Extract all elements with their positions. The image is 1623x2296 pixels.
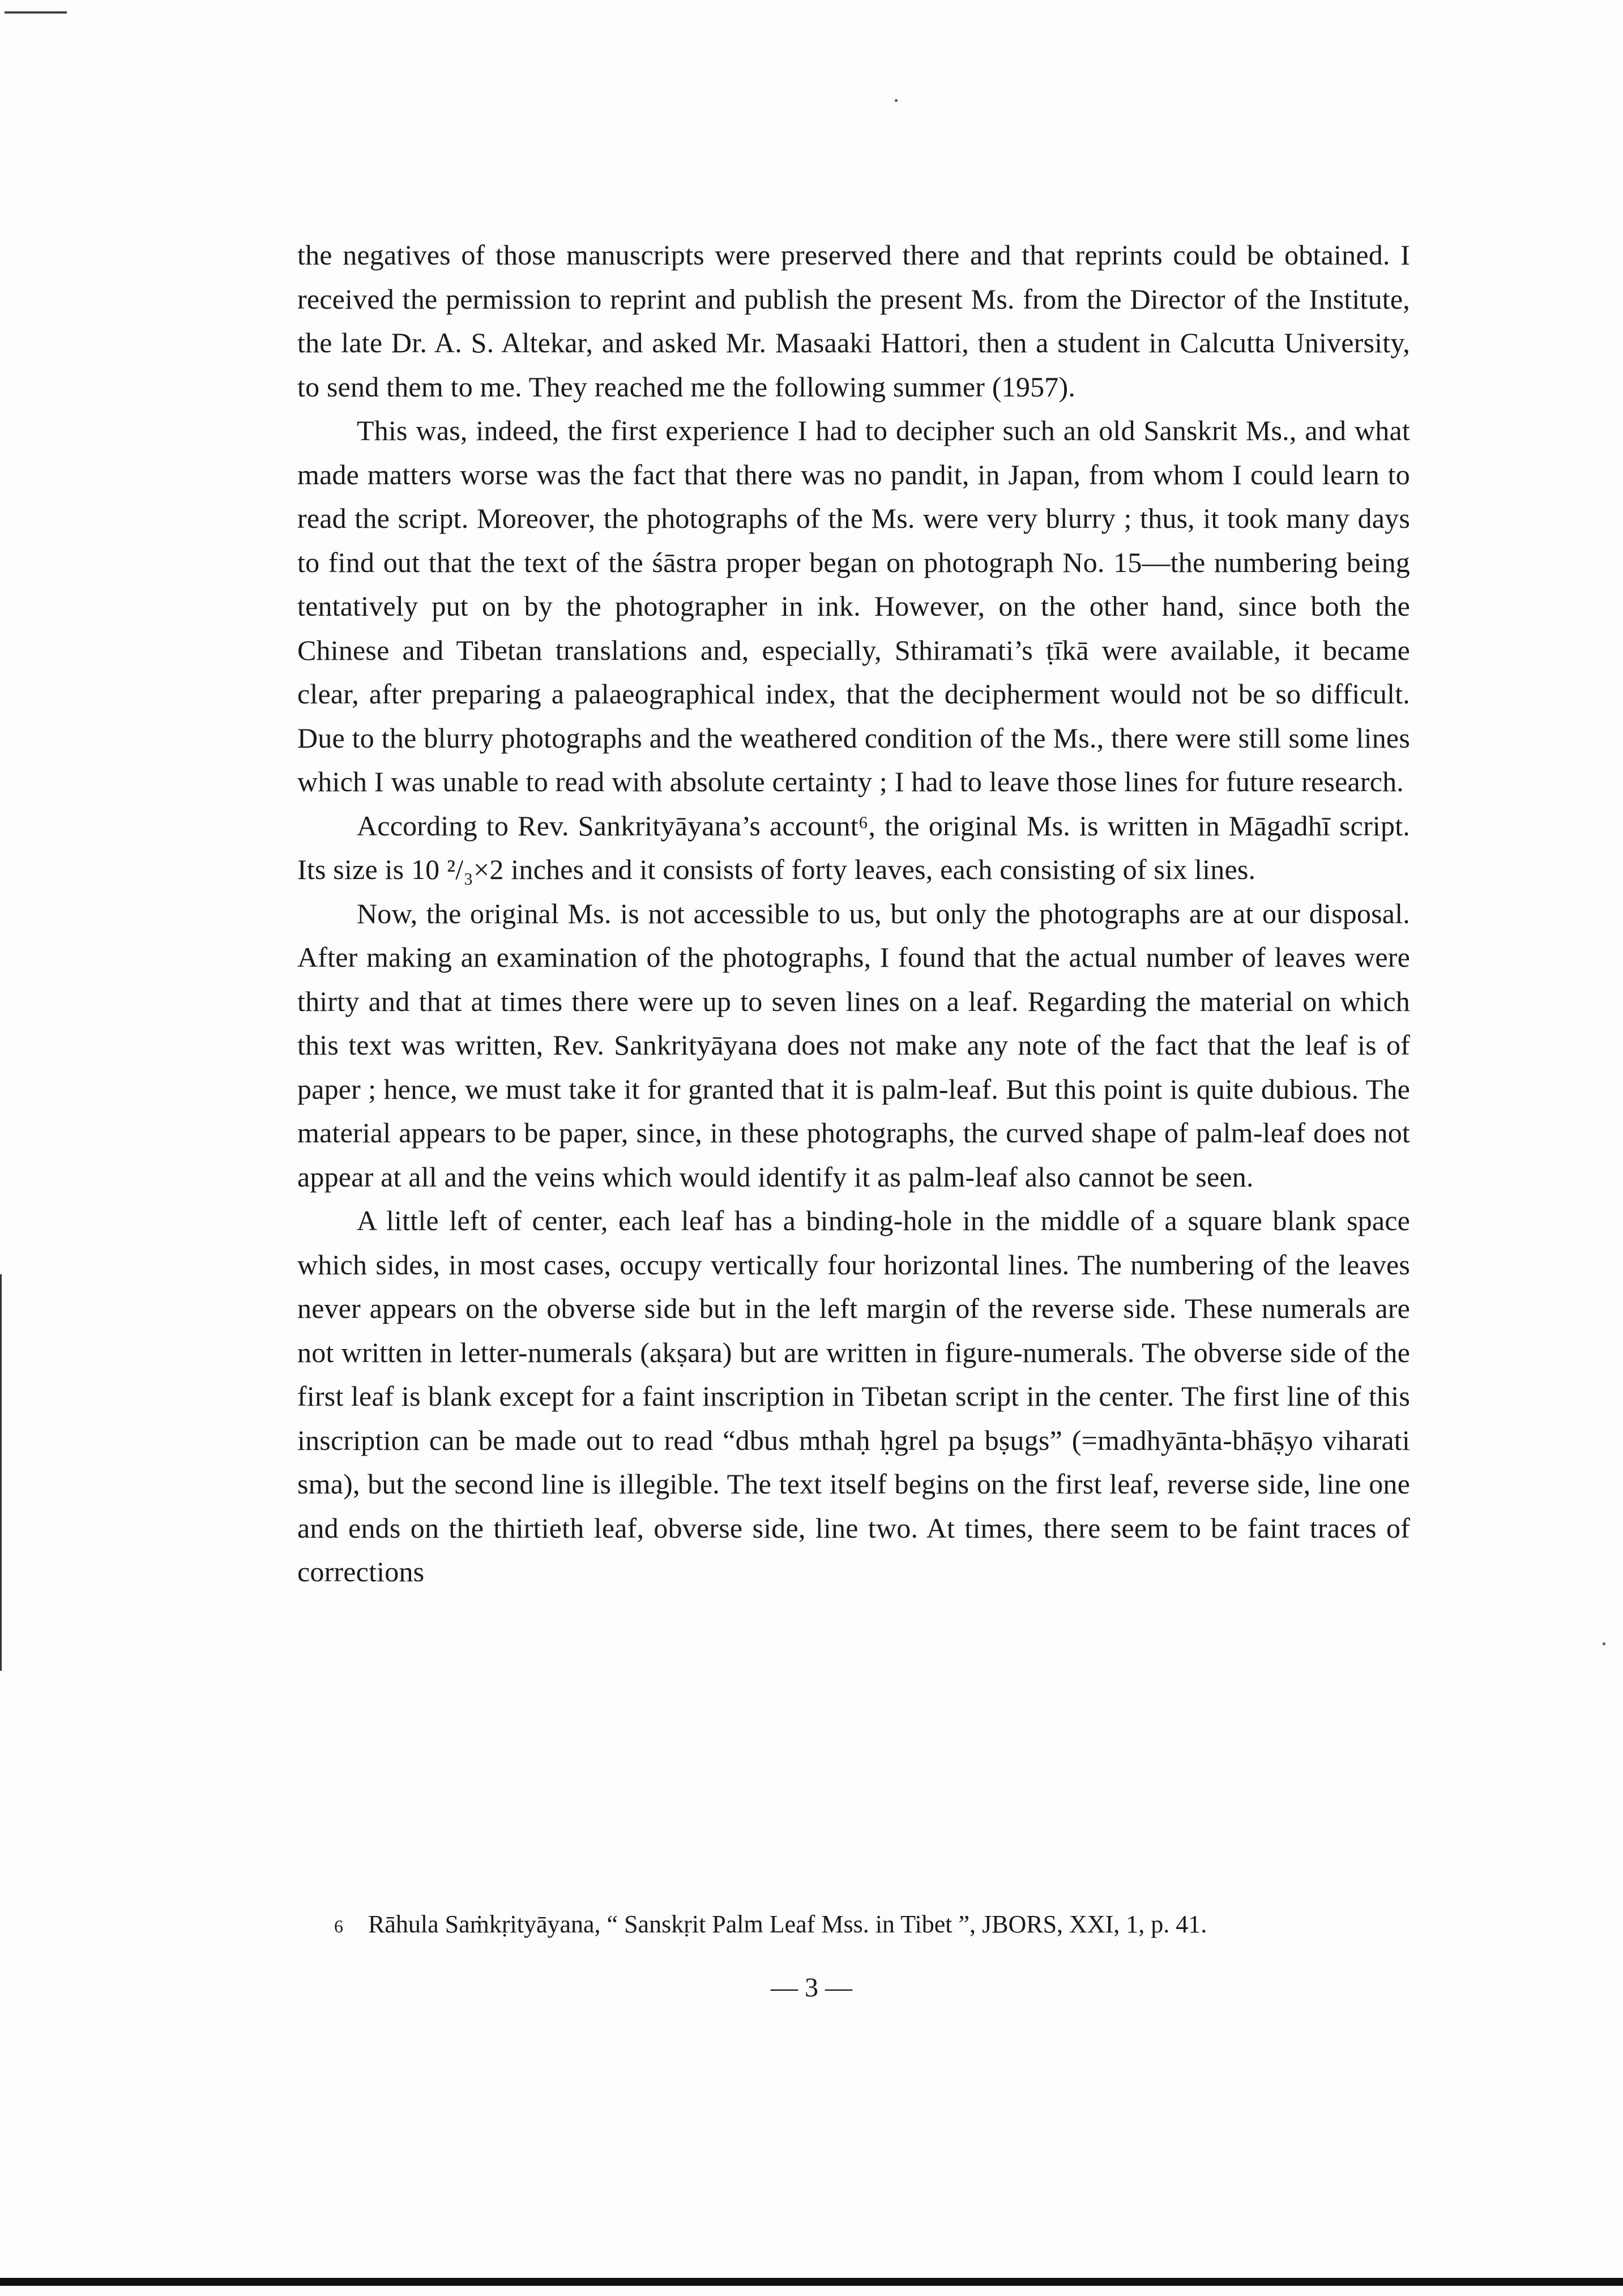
paragraph: According to Rev. Sankrityāyana’s account⁶, the original Ms. is written in Māgadhī script. Its size is 10 ²/₃×2 inches and it consists of forty leaves, each consisting of six lines. xyxy=(297,809,1410,885)
page-number: — 3 — xyxy=(771,1973,852,2003)
scan-artifact xyxy=(5,11,67,14)
scan-edge-artifact xyxy=(0,1274,2,1671)
paragraph: A little left of center, each leaf has a binding-hole in the middle of a square blank space which sides, in most cases, occupy vertically four horizontal lines. The numbering of the leaves never appears on the obverse side but in the left margin of the reverse side. These numerals are not written in letter-numerals (akṣara) but are written in figure-numerals. The obverse side of the first leaf is blank except for a faint inscription in Tibetan script in the center. The first line of this inscription can be made out to read “dbus mthaḥ ḥgrel pa bṣugs” (=madhyānta-bhāṣyo viharati sma), but the second line is illegible. The text itself begins on the first leaf, reverse side, line one and ends on the thirtieth leaf, obverse side, line two. At times, there seem to be faint traces of corrections xyxy=(297,1205,1410,1587)
bottom-border xyxy=(0,2278,1623,2286)
footnote-marker: 6 xyxy=(334,1916,343,1936)
paragraph: This was, indeed, the first experience I had to decipher such an old Sanskrit Ms., and what made matters worse was the fact that there was no pandit, in Japan, from whom I could learn to read the script. Moreover, the photographs of the Ms. were very blurry ; thus, it took many days to find out that the text of the śāstra proper began on photograph No. 15—the numbering being tentatively put on by the photographer in ink. However, on the other hand, since both the Chinese and Tibetan translations and, especially, Sthiramati’s ṭīkā were available, it became clear, after preparing a palaeographical index, that the decipherment would not be so difficult. Due to the blurry photographs and the weathered condition of the Ms., there were still some lines which I was unable to read with absolute certainty ; I had to leave those lines for future research. xyxy=(297,415,1410,797)
paragraph: the negatives of those manuscripts were preserved there and that reprints could be obtained. I received the permission to reprint and publish the present Ms. from the Director of the Institute, the late Dr. A. S. Altekar, and asked Mr. Masaaki Hattori, then a student in Calcutta University, to send them to me. They reached me the following summer (1957). xyxy=(297,239,1410,403)
paragraph: Now, the original Ms. is not accessible to us, but only the photographs are at our disposal. After making an examination of the photographs, I found that the actual number of leaves were thirty and that at times there were up to seven lines on a leaf. Regarding the material on which this text was written, Rev. Sankrityāyana does not make any note of the fact that the leaf is of paper ; hence, we must take it for granted that it is palm-leaf. But this point is quite dubious. The material appears to be paper, since, in these photographs, the curved shape of palm-leaf does not appear at all and the veins which would identify it as palm-leaf also cannot be seen. xyxy=(297,897,1410,1193)
body-text xyxy=(297,233,1410,1594)
footnote xyxy=(334,1907,1410,1943)
footnote-text: Rāhula Saṁkṛityāyana, “ Sanskṛit Palm Leaf Mss. in Tibet ”, JBORS, XXI, 1, p. 41. xyxy=(368,1910,1207,1938)
scan-speck xyxy=(1603,1642,1605,1645)
scan-speck xyxy=(895,99,898,102)
